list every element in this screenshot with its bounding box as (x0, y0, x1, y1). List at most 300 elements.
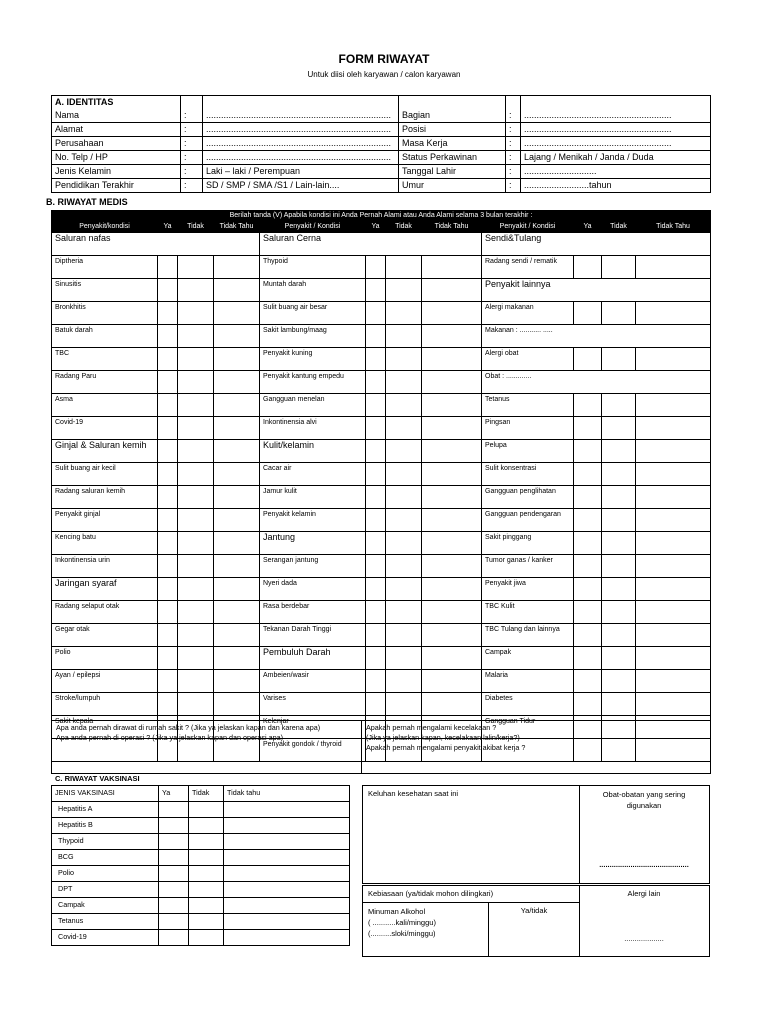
checkbox-cell[interactable] (224, 898, 350, 914)
alergi-field[interactable]: ................... (624, 934, 664, 943)
medis-row (52, 233, 711, 256)
field-label: Status Perkawinan (399, 151, 506, 165)
field-value[interactable]: ........................................................... (524, 110, 672, 120)
checkbox-cell[interactable] (386, 555, 422, 578)
alkohol-sloki[interactable]: (..........sloki/minggu) (368, 929, 436, 938)
checkbox-cell[interactable] (422, 302, 482, 325)
checkbox-cell[interactable] (158, 371, 178, 394)
field-value[interactable]: ........................................................... (521, 137, 711, 151)
condition-label: Sulit konsentrasi (482, 463, 574, 486)
checkbox-cell[interactable] (574, 555, 602, 578)
checkbox-cell[interactable] (178, 325, 214, 348)
checkbox-cell[interactable] (602, 670, 636, 693)
condition-label: Radang sendi / rematik (482, 256, 574, 279)
field-value[interactable]: ........................................................... (521, 123, 711, 137)
checkbox-cell[interactable] (602, 532, 636, 555)
checkbox-cell[interactable] (602, 417, 636, 440)
condition-label: Alergi obat (482, 348, 574, 371)
medis-row (52, 394, 711, 417)
condition-label: Saluran Cerna (260, 233, 482, 256)
checkbox-cell[interactable] (158, 693, 178, 716)
checkbox-cell[interactable] (386, 440, 422, 463)
checkbox-cell[interactable] (158, 256, 178, 279)
checkbox-cell[interactable] (158, 394, 178, 417)
condition-label: Malaria (482, 670, 574, 693)
checkbox-cell[interactable] (189, 802, 224, 818)
condition-label: Diptheria (52, 256, 158, 279)
checkbox-cell[interactable] (366, 325, 386, 348)
checkbox-cell[interactable] (386, 463, 422, 486)
condition-label: TBC Kulit (482, 601, 574, 624)
checkbox-cell[interactable] (602, 256, 636, 279)
checkbox-cell[interactable] (214, 417, 260, 440)
checkbox-cell[interactable] (158, 279, 178, 302)
checkbox-cell[interactable] (602, 486, 636, 509)
vaksinasi-row (52, 882, 350, 898)
checkbox-cell[interactable] (214, 555, 260, 578)
condition-label: Radang selaput otak (52, 601, 158, 624)
condition-label: Serangan jantung (260, 555, 366, 578)
checkbox-cell[interactable] (366, 302, 386, 325)
checkbox-cell[interactable] (574, 509, 602, 532)
checkbox-cell[interactable] (224, 850, 350, 866)
checkbox-cell[interactable] (189, 914, 224, 930)
field-label: No. Telp / HP (52, 151, 181, 165)
checkbox-cell[interactable] (178, 601, 214, 624)
checkbox-cell[interactable] (224, 882, 350, 898)
condition-label: Tumor ganas / kanker (482, 555, 574, 578)
condition-label: Penyakit gondok / thyroid (260, 739, 366, 762)
alergi-label: Alergi lain (627, 889, 661, 898)
checkbox-cell[interactable] (366, 670, 386, 693)
medis-row (52, 532, 711, 555)
alkohol-ya-tidak[interactable]: Ya/tidak (520, 906, 548, 915)
checkbox-cell[interactable] (366, 394, 386, 417)
checkbox-cell[interactable] (636, 348, 711, 371)
checkbox-cell[interactable] (189, 930, 224, 946)
field-value[interactable]: .......................................................................... (203, 137, 399, 151)
vaksin-label: DPT (52, 882, 159, 898)
checkbox-cell[interactable] (178, 371, 214, 394)
checkbox-cell[interactable] (574, 348, 602, 371)
field-value[interactable]: Lajang / Menikah / Janda / Duda (521, 151, 711, 165)
checkbox-cell[interactable] (422, 486, 482, 509)
checkbox-cell[interactable] (189, 850, 224, 866)
vaksinasi-row (52, 818, 350, 834)
checkbox-cell[interactable] (189, 834, 224, 850)
checkbox-cell[interactable] (422, 417, 482, 440)
checkbox-cell[interactable] (386, 670, 422, 693)
checkbox-cell[interactable] (158, 532, 178, 555)
checkbox-cell[interactable] (422, 509, 482, 532)
checkbox-cell[interactable] (636, 302, 711, 325)
checkbox-cell[interactable] (636, 670, 711, 693)
condition-label: Cacar air (260, 463, 366, 486)
question-dirawat: Apa anda pernah dirawat di rumah sakit ? (Jika ya jelaskan kapan dan karena apa) (56, 723, 321, 732)
checkbox-cell[interactable] (214, 647, 260, 670)
checkbox-cell[interactable] (422, 555, 482, 578)
checkbox-cell[interactable] (386, 624, 422, 647)
checkbox-cell[interactable] (224, 866, 350, 882)
condition-label: Makanan : ........... ..... (482, 325, 711, 348)
checkbox-cell[interactable] (159, 914, 189, 930)
medis-row (52, 693, 711, 716)
checkbox-cell[interactable] (214, 440, 260, 463)
condition-label: Sakit lambung/maag (260, 325, 366, 348)
checkbox-cell[interactable] (159, 866, 189, 882)
obat-field[interactable]: ........................................... (599, 860, 689, 869)
condition-label: Batuk darah (52, 325, 158, 348)
identitas-row (52, 179, 711, 193)
checkbox-cell[interactable] (159, 818, 189, 834)
col-header: Penyakit/kondisi (52, 222, 158, 233)
checkbox-cell[interactable] (178, 555, 214, 578)
checkbox-cell[interactable] (158, 463, 178, 486)
checkbox-cell[interactable] (386, 394, 422, 417)
checkbox-cell[interactable] (178, 670, 214, 693)
checkbox-cell[interactable] (386, 325, 422, 348)
checkbox-cell[interactable] (636, 463, 711, 486)
condition-label: Gangguan penglihatan (482, 486, 574, 509)
checkbox-cell[interactable] (158, 417, 178, 440)
checkbox-cell[interactable] (189, 882, 224, 898)
checkbox-cell[interactable] (574, 578, 602, 601)
checkbox-cell[interactable] (178, 417, 214, 440)
condition-label: Ginjal & Saluran kemih (52, 440, 158, 463)
checkbox-cell[interactable] (214, 325, 260, 348)
checkbox-cell[interactable] (422, 578, 482, 601)
checkbox-cell[interactable] (422, 256, 482, 279)
checkbox-cell[interactable] (214, 256, 260, 279)
condition-label: Sakit kepala (52, 716, 158, 739)
checkbox-cell[interactable] (366, 486, 386, 509)
medis-row (52, 371, 711, 394)
checkbox-cell[interactable] (386, 371, 422, 394)
checkbox-cell[interactable] (366, 532, 386, 555)
alkohol-kali[interactable]: ( ...........kali/minggu) (368, 918, 436, 927)
col-header: Ya (366, 222, 386, 233)
checkbox-cell[interactable] (386, 256, 422, 279)
condition-label: Tetanus (482, 394, 574, 417)
checkbox-cell[interactable] (636, 693, 711, 716)
condition-label: Kencing batu (52, 532, 158, 555)
checkbox-cell[interactable] (366, 463, 386, 486)
checkbox-cell[interactable] (574, 532, 602, 555)
colon: : (506, 179, 521, 193)
checkbox-cell[interactable] (386, 693, 422, 716)
checkbox-cell[interactable] (602, 463, 636, 486)
checkbox-cell[interactable] (158, 486, 178, 509)
checkbox-cell[interactable] (386, 486, 422, 509)
checkbox-cell[interactable] (214, 348, 260, 371)
checkbox-cell[interactable] (366, 417, 386, 440)
checkbox-cell[interactable] (178, 394, 214, 417)
checkbox-cell[interactable] (214, 693, 260, 716)
checkbox-cell[interactable] (214, 624, 260, 647)
condition-label: Pingsan (482, 417, 574, 440)
checkbox-cell[interactable] (386, 509, 422, 532)
identitas-row (52, 123, 711, 137)
condition-label: Diabetes (482, 693, 574, 716)
checkbox-cell[interactable] (159, 882, 189, 898)
colon: : (181, 151, 203, 165)
condition-label: Covid-19 (52, 417, 158, 440)
checkbox-cell[interactable] (636, 624, 711, 647)
medis-row (52, 463, 711, 486)
vaksinasi-table (51, 785, 350, 946)
checkbox-cell[interactable] (574, 417, 602, 440)
checkbox-cell[interactable] (386, 302, 422, 325)
condition-label: Gangguan pendengaran (482, 509, 574, 532)
checkbox-cell[interactable] (159, 834, 189, 850)
checkbox-cell[interactable] (602, 302, 636, 325)
condition-label: Sulit buang air besar (260, 302, 366, 325)
checkbox-cell[interactable] (158, 348, 178, 371)
checkbox-cell[interactable] (422, 394, 482, 417)
checkbox-cell[interactable] (178, 509, 214, 532)
checkbox-cell[interactable] (178, 578, 214, 601)
col-header: Ya (159, 786, 189, 802)
checkbox-cell[interactable] (386, 417, 422, 440)
condition-label: Nyeri dada (260, 578, 366, 601)
colon: : (506, 109, 521, 123)
identitas-heading: A. IDENTITAS (52, 96, 181, 110)
checkbox-cell[interactable] (422, 463, 482, 486)
checkbox-cell[interactable] (214, 371, 260, 394)
checkbox-cell[interactable] (158, 647, 178, 670)
col-header: Tidak (178, 222, 214, 233)
checkbox-cell[interactable] (366, 348, 386, 371)
vaksinasi-row (52, 898, 350, 914)
checkbox-cell[interactable] (422, 279, 482, 302)
checkbox-cell[interactable] (214, 532, 260, 555)
condition-label: Penyakit ginjal (52, 509, 158, 532)
checkbox-cell[interactable] (602, 509, 636, 532)
checkbox-cell[interactable] (636, 417, 711, 440)
field-value[interactable]: ............................. (521, 165, 711, 179)
checkbox-cell[interactable] (158, 302, 178, 325)
checkbox-cell[interactable] (178, 279, 214, 302)
identitas-table (51, 95, 711, 193)
field-value[interactable]: ..........................tahun (521, 179, 711, 193)
checkbox-cell[interactable] (602, 601, 636, 624)
checkbox-cell[interactable] (224, 802, 350, 818)
checkbox-cell[interactable] (574, 670, 602, 693)
questions-box (51, 720, 711, 774)
checkbox-cell[interactable] (178, 647, 214, 670)
checkbox-cell[interactable] (422, 348, 482, 371)
checkbox-cell[interactable] (422, 670, 482, 693)
question-kecelakaan-detail: (Jika ya jelaskan kapan, kecelakaan lalin/kerja?) (366, 733, 520, 742)
checkbox-cell[interactable] (366, 647, 386, 670)
checkbox-cell[interactable] (386, 578, 422, 601)
checkbox-cell[interactable] (386, 647, 422, 670)
col-header: Tidak Tahu (214, 222, 260, 233)
checkbox-cell[interactable] (386, 348, 422, 371)
field-label: Posisi (399, 123, 506, 137)
checkbox-cell[interactable] (574, 302, 602, 325)
checkbox-cell[interactable] (574, 256, 602, 279)
checkbox-cell[interactable] (158, 578, 178, 601)
checkbox-cell[interactable] (422, 532, 482, 555)
colon: : (506, 165, 521, 179)
checkbox-cell[interactable] (366, 440, 386, 463)
checkbox-cell[interactable] (158, 509, 178, 532)
checkbox-cell[interactable] (602, 647, 636, 670)
checkbox-cell[interactable] (366, 256, 386, 279)
condition-label: Ayan / epilepsi (52, 670, 158, 693)
checkbox-cell[interactable] (602, 578, 636, 601)
checkbox-cell[interactable] (178, 348, 214, 371)
vaksinasi-row (52, 914, 350, 930)
medis-row (52, 279, 711, 302)
checkbox-cell[interactable] (178, 532, 214, 555)
checkbox-cell[interactable] (602, 348, 636, 371)
identitas-row (52, 165, 711, 179)
checkbox-cell[interactable] (574, 440, 602, 463)
checkbox-cell[interactable] (602, 624, 636, 647)
condition-label: Rasa berdebar (260, 601, 366, 624)
checkbox-cell[interactable] (574, 601, 602, 624)
checkbox-cell[interactable] (366, 578, 386, 601)
vaksin-label: Hepatitis B (52, 818, 159, 834)
checkbox-cell[interactable] (158, 601, 178, 624)
checkbox-cell[interactable] (636, 647, 711, 670)
medis-row (52, 624, 711, 647)
checkbox-cell[interactable] (602, 440, 636, 463)
checkbox-cell[interactable] (574, 647, 602, 670)
checkbox-cell[interactable] (224, 818, 350, 834)
checkbox-cell[interactable] (158, 325, 178, 348)
checkbox-cell[interactable] (574, 693, 602, 716)
checkbox-cell[interactable] (636, 601, 711, 624)
field-value[interactable]: .......................................................................... (203, 109, 399, 123)
checkbox-cell[interactable] (214, 463, 260, 486)
medis-row (52, 440, 711, 463)
checkbox-cell[interactable] (636, 256, 711, 279)
checkbox-cell[interactable] (636, 555, 711, 578)
checkbox-cell[interactable] (422, 440, 482, 463)
condition-label: Thypoid (260, 256, 366, 279)
vaksin-label: Campak (52, 898, 159, 914)
col-header: JENIS VAKSINASI (52, 786, 159, 802)
checkbox-cell[interactable] (178, 693, 214, 716)
checkbox-cell[interactable] (574, 394, 602, 417)
checkbox-cell[interactable] (159, 898, 189, 914)
checkbox-cell[interactable] (636, 509, 711, 532)
field-value[interactable]: SD / SMP / SMA /S1 / Lain-lain.... (203, 179, 399, 193)
checkbox-cell[interactable] (214, 486, 260, 509)
checkbox-cell[interactable] (386, 279, 422, 302)
checkbox-cell[interactable] (574, 624, 602, 647)
checkbox-cell[interactable] (422, 601, 482, 624)
checkbox-cell[interactable] (178, 624, 214, 647)
checkbox-cell[interactable] (178, 440, 214, 463)
checkbox-cell[interactable] (366, 279, 386, 302)
medis-row (52, 348, 711, 371)
checkbox-cell[interactable] (159, 850, 189, 866)
checkbox-cell[interactable] (159, 802, 189, 818)
vaksin-label: Tetanus (52, 914, 159, 930)
condition-label: Campak (482, 647, 574, 670)
condition-label: Ambeien/wasir (260, 670, 366, 693)
checkbox-cell[interactable] (636, 394, 711, 417)
checkbox-cell[interactable] (214, 302, 260, 325)
checkbox-cell[interactable] (422, 693, 482, 716)
checkbox-cell[interactable] (158, 440, 178, 463)
checkbox-cell[interactable] (602, 394, 636, 417)
checkbox-cell[interactable] (386, 532, 422, 555)
checkbox-cell[interactable] (214, 578, 260, 601)
checkbox-cell[interactable] (214, 279, 260, 302)
checkbox-cell[interactable] (602, 555, 636, 578)
checkbox-cell[interactable] (158, 670, 178, 693)
checkbox-cell[interactable] (574, 486, 602, 509)
checkbox-cell[interactable] (366, 624, 386, 647)
checkbox-cell[interactable] (214, 394, 260, 417)
checkbox-cell[interactable] (422, 371, 482, 394)
checkbox-cell[interactable] (189, 898, 224, 914)
checkbox-cell[interactable] (574, 463, 602, 486)
condition-label: Penyakit kelamin (260, 509, 366, 532)
condition-label: Penyakit kuning (260, 348, 366, 371)
checkbox-cell[interactable] (178, 463, 214, 486)
checkbox-cell[interactable] (366, 371, 386, 394)
checkbox-cell[interactable] (178, 302, 214, 325)
checkbox-cell[interactable] (636, 578, 711, 601)
checkbox-cell[interactable] (386, 601, 422, 624)
checkbox-cell[interactable] (366, 601, 386, 624)
checkbox-cell[interactable] (189, 866, 224, 882)
col-header: Ya (158, 222, 178, 233)
checkbox-cell[interactable] (366, 555, 386, 578)
checkbox-cell[interactable] (224, 930, 350, 946)
vaksin-label: Covid-19 (52, 930, 159, 946)
checkbox-cell[interactable] (158, 555, 178, 578)
checkbox-cell[interactable] (224, 834, 350, 850)
checkbox-cell[interactable] (366, 509, 386, 532)
question-operasi: Apa anda pernah di operasi ? (Jika ya jelaskan kapan dan operasi apa) (56, 733, 283, 742)
checkbox-cell[interactable] (224, 914, 350, 930)
field-value[interactable]: .......................................................................... (203, 151, 399, 165)
checkbox-cell[interactable] (602, 693, 636, 716)
condition-label: Sendi&Tulang (482, 233, 711, 256)
condition-label: Gangguan menelan (260, 394, 366, 417)
checkbox-cell[interactable] (422, 624, 482, 647)
checkbox-cell[interactable] (189, 818, 224, 834)
condition-label: Inkontinensia urin (52, 555, 158, 578)
checkbox-cell[interactable] (159, 930, 189, 946)
field-label: Pendidikan Terakhir (52, 179, 181, 193)
checkbox-cell[interactable] (214, 509, 260, 532)
checkbox-cell[interactable] (636, 440, 711, 463)
checkbox-cell[interactable] (422, 325, 482, 348)
checkbox-cell[interactable] (158, 624, 178, 647)
col-header: Tidak tahu (224, 786, 350, 802)
checkbox-cell[interactable] (366, 693, 386, 716)
condition-label: Pembuluh Darah (260, 647, 366, 670)
field-value[interactable]: Laki – laki / Perempuan (203, 165, 399, 179)
checkbox-cell[interactable] (636, 532, 711, 555)
checkbox-cell[interactable] (636, 486, 711, 509)
checkbox-cell[interactable] (178, 486, 214, 509)
field-value[interactable]: .......................................................................... (203, 123, 399, 137)
checkbox-cell[interactable] (178, 256, 214, 279)
checkbox-cell[interactable] (422, 647, 482, 670)
col-header: Tidak (602, 222, 636, 233)
checkbox-cell[interactable] (214, 601, 260, 624)
checkbox-cell[interactable] (214, 670, 260, 693)
